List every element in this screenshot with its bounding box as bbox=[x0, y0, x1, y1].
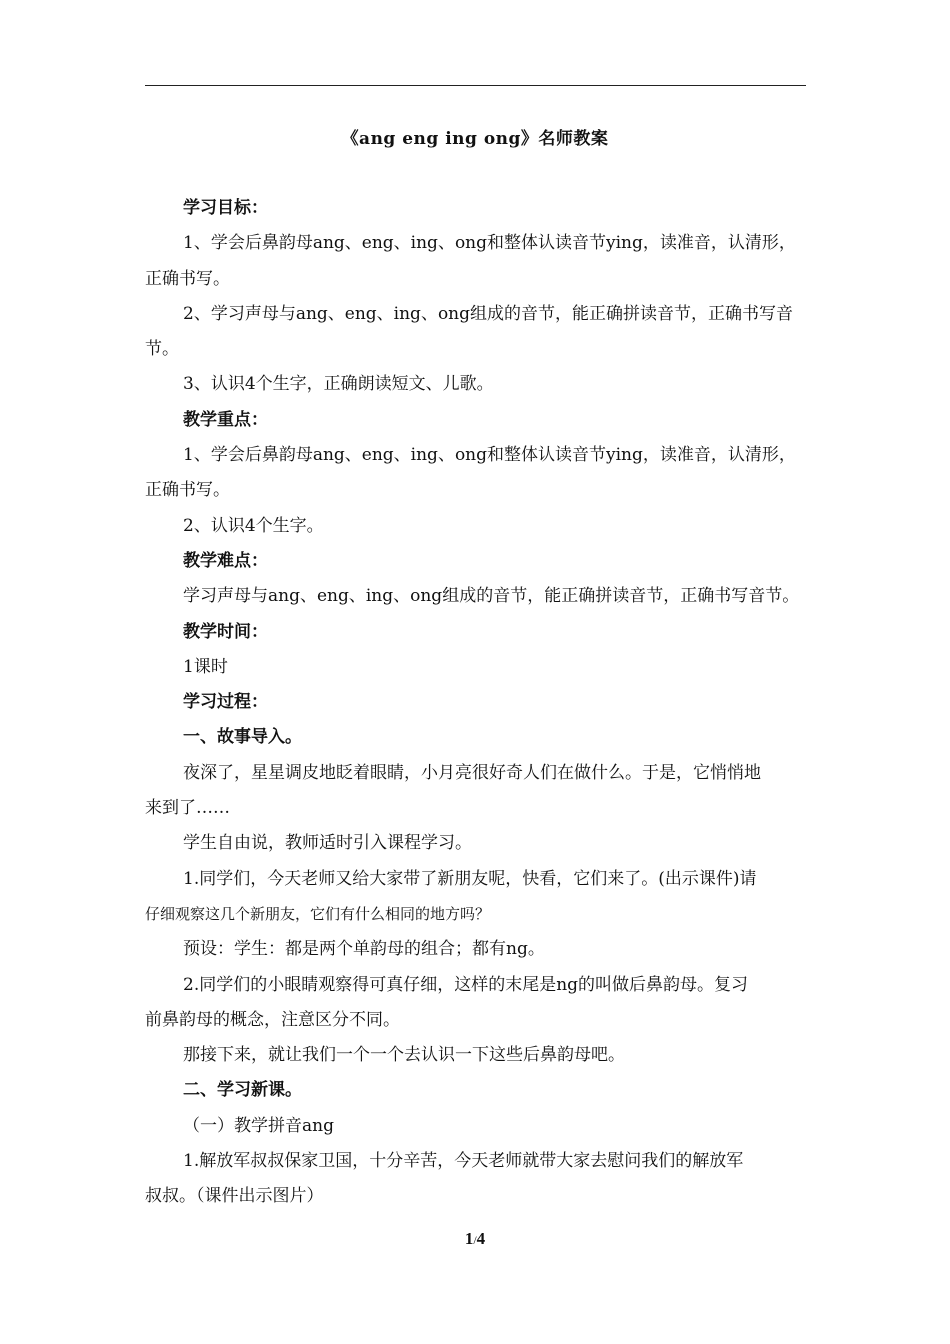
text-line: 预设：学生：都是两个单韵母的组合；都有ng。 bbox=[183, 939, 545, 960]
text-line: 正确书写。 bbox=[145, 480, 230, 501]
text-line: 1课时 bbox=[183, 656, 228, 677]
section-heading: 学习目标： bbox=[183, 198, 268, 218]
text-line: 那接下来，就让我们一个一个去认识一下这些后鼻韵母吧。 bbox=[183, 1045, 625, 1066]
text-line: 仔细观察这几个新朋友，它们有什么相同的地方吗？ bbox=[145, 904, 491, 923]
text-line: 学生自由说，教师适时引入课程学习。 bbox=[183, 833, 472, 854]
text-line: 叔叔。（课件出示图片） bbox=[145, 1186, 324, 1207]
text-line: 3、认识4个生字，正确朗读短文、儿歌。 bbox=[183, 374, 494, 395]
page-current: 1 bbox=[464, 1229, 474, 1248]
page-number bbox=[0, 1229, 950, 1249]
text-line: 来到了…… bbox=[145, 798, 230, 819]
text-line: 2.同学们的小眼睛观察得可真仔细，这样的末尾是ng的叫做后鼻韵母。复习 bbox=[183, 974, 749, 995]
page-total: 4 bbox=[476, 1229, 486, 1248]
section-heading: 二、学习新课。 bbox=[183, 1080, 302, 1101]
text-line: 1、学会后鼻韵母ang、eng、ing、ong和整体认读音节ying，读准音，认清形， bbox=[183, 233, 796, 254]
text-line: （一）教学拼音ang bbox=[183, 1115, 334, 1136]
text-line: 正确书写。 bbox=[145, 268, 230, 289]
section-heading: 学习过程： bbox=[183, 692, 268, 713]
text-line: 夜深了，星星调皮地眨着眼睛，小月亮很好奇人们在做什么。于是，它悄悄地 bbox=[183, 762, 761, 783]
page-separator: / bbox=[473, 1233, 477, 1247]
section-heading: 教学重点： bbox=[183, 409, 268, 430]
text-line: 学习声母与ang、eng、ing、ong组成的音节，能正确拼读音节，正确书写音节。 bbox=[183, 586, 800, 607]
text-line: 1.同学们，今天老师又给大家带了新朋友呢，快看，它们来了。(出示课件)请 bbox=[183, 868, 757, 889]
header-rule bbox=[145, 85, 806, 86]
text-line: 前鼻韵母的概念，注意区分不同。 bbox=[145, 1009, 400, 1030]
document-body bbox=[145, 191, 806, 1215]
section-heading: 教学时间： bbox=[183, 621, 268, 642]
text-line: 1、学会后鼻韵母ang、eng、ing、ong和整体认读音节ying，读准音，认清形， bbox=[183, 445, 796, 466]
text-line: 2、学习声母与ang、eng、ing、ong组成的音节，能正确拼读音节，正确书写音 bbox=[183, 303, 794, 324]
text-line: 2、认识4个生字。 bbox=[183, 515, 324, 536]
text-line: 节。 bbox=[145, 339, 179, 360]
text-line: 1.解放军叔叔保家卫国，十分辛苦，今天老师就带大家去慰问我们的解放军 bbox=[183, 1151, 744, 1172]
section-heading: 一、故事导入。 bbox=[183, 727, 302, 748]
document-title: 《ang eng ing ong》名师教案 bbox=[341, 129, 609, 149]
section-heading: 教学难点： bbox=[183, 550, 268, 571]
